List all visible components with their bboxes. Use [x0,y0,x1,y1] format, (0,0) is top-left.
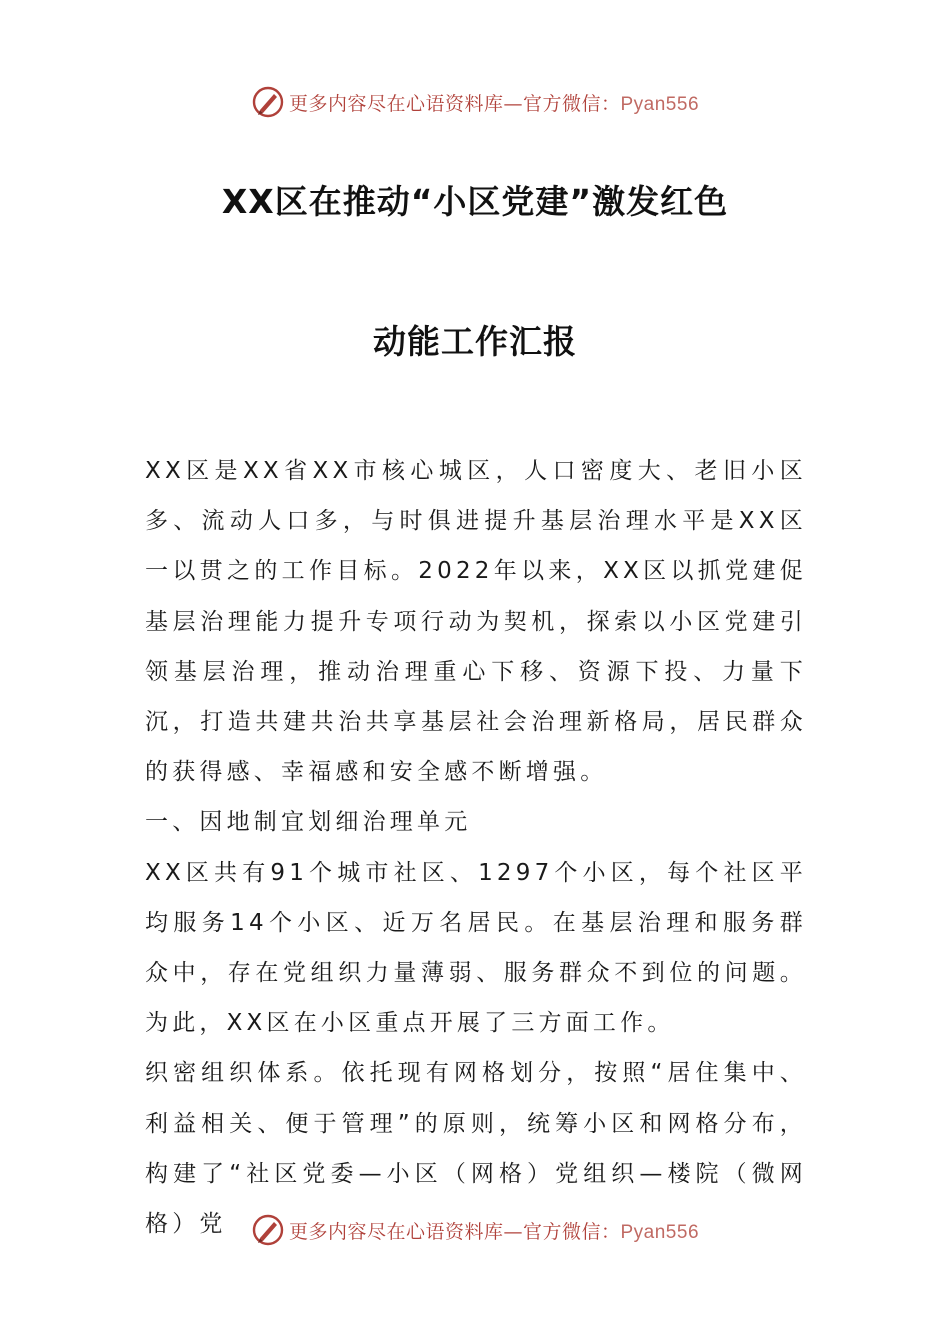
document-title-line-1: XX区在推动“小区党建”激发红色 [221,182,729,221]
watermark-text [289,89,699,116]
watermark-wechat-id: Pyan556 [620,1221,700,1243]
watermark-wechat-id: Pyan556 [620,93,700,115]
paragraph-section-1: XX区共有91个城市社区、1297个小区，每个社区平均服务14个小区、近万名居民。在基层治理和服务群众中，存在党组织力量薄弱、服务群众不到位的问题。为此，XX区在小区重点开展了三方面工作。 [145,859,807,1037]
watermark-label: 更多内容尽在心语资料库—官方微信： [288,92,621,115]
document-body [145,446,807,1249]
watermark-text [289,1217,699,1244]
watermark-banner-top [0,82,950,122]
section-heading-1: 一、因地制宜划细治理单元 [145,809,472,836]
document-title-line-2: 动能工作汇报 [373,322,577,361]
watermark-banner-bottom [0,1210,950,1250]
pen-logo-icon [251,1213,285,1247]
paragraph-intro: XX区是XX省XX市核心城区，人口密度大、老旧小区多、流动人口多，与时俱进提升基层治理水平是XX区一以贯之的工作目标。2022年以来，XX区以抓党建促基层治理能力提升专项行动为契机，探索以小区党建引领基层治理，推动治理重心下移、资源下投、力量下沉，打造共建共治共享基层社会治理新格局，居民群众的获得感、幸福感和安全感不断增强。 [145,458,807,786]
pen-logo-icon [251,85,285,119]
paragraph-organization: 织密组织体系。依托现有网格划分，按照“居住集中、利益相关、便于管理”的原则，统筹小区和网格分布，构建了“社区党委—小区（网格）党组织—楼院（微网格）党 [145,1060,807,1238]
watermark-label: 更多内容尽在心语资料库—官方微信： [288,1220,621,1243]
